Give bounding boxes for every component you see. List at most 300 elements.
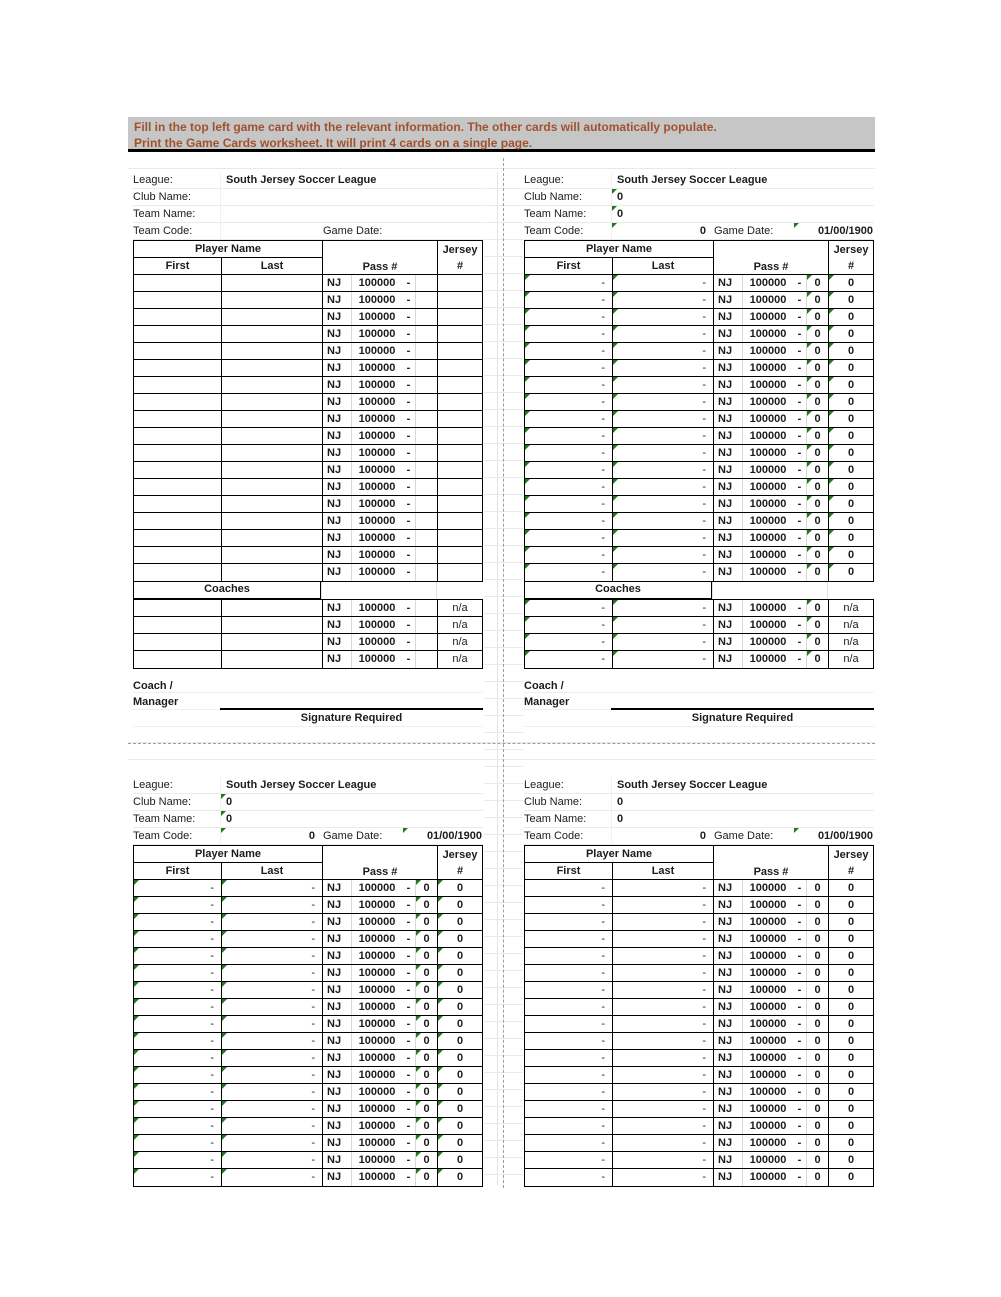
first-name-cell[interactable] [134, 292, 221, 308]
pass-suffix: 0 [415, 948, 437, 964]
pass-number-cell [322, 530, 437, 546]
first-name-cell[interactable] [134, 496, 221, 512]
player-name-header: Player Name [134, 846, 322, 863]
comment-flag-icon [134, 965, 139, 970]
last-name-cell[interactable] [221, 530, 322, 546]
jersey-number-cell[interactable] [437, 547, 482, 563]
comment-flag-icon [222, 1118, 227, 1123]
last-name-cell: - [221, 931, 322, 947]
first-name-cell: - [525, 411, 612, 427]
comment-flag-icon [438, 931, 443, 936]
last-name-cell: - [221, 1101, 322, 1117]
pass-suffix[interactable] [415, 617, 437, 633]
comment-flag-icon [416, 1016, 421, 1021]
first-name-cell[interactable] [134, 530, 221, 546]
jersey-number-cell[interactable] [437, 360, 482, 376]
comment-flag-icon [134, 1101, 139, 1106]
club-name-label: Club Name: [133, 796, 192, 808]
first-name-cell[interactable] [134, 394, 221, 410]
jersey-number-cell: 0 [437, 1033, 482, 1049]
pass-suffix: 0 [806, 360, 828, 376]
grid-filler-top [128, 152, 875, 172]
pass-digits[interactable]: 100000 [351, 617, 402, 633]
comment-flag-icon [403, 828, 408, 833]
pass-suffix[interactable] [415, 309, 437, 325]
first-name-cell: - [601, 1069, 605, 1081]
pass-number-cell [713, 1050, 828, 1066]
pass-suffix: 0 [806, 897, 828, 913]
pass-prefix: NJ [327, 328, 342, 340]
comment-flag-icon [807, 513, 812, 518]
jersey-number-cell: 0 [828, 1118, 873, 1134]
team-code-value: 0 [611, 828, 712, 844]
pass-digits: 100000 [742, 309, 793, 325]
jersey-number-cell[interactable]: n/a [437, 651, 482, 668]
comment-flag-icon [438, 1118, 443, 1123]
jersey-number-cell[interactable] [437, 479, 482, 495]
player-row [134, 948, 482, 965]
first-name-cell: - [525, 513, 612, 529]
comment-flag-icon [134, 914, 139, 919]
team-name-row [524, 811, 874, 828]
pass-number-cell [713, 617, 828, 633]
last-name-cell[interactable] [221, 651, 322, 668]
last-name-cell: - [612, 600, 713, 616]
last-column-header: Last [612, 258, 713, 274]
pass-prefix: NJ [327, 566, 342, 578]
comment-flag-icon [438, 1016, 443, 1021]
pass-number-cell [713, 445, 828, 461]
jersey-number-cell[interactable] [437, 411, 482, 427]
pass-suffix: 0 [806, 530, 828, 546]
pass-prefix: NJ [718, 1069, 733, 1081]
pass-suffix: 0 [806, 377, 828, 393]
first-name-cell[interactable] [134, 411, 221, 427]
pass-suffix: 0 [806, 513, 828, 529]
pass-digits: 100000 [742, 897, 793, 913]
last-name-cell: - [221, 1152, 322, 1168]
pass-number-cell [322, 880, 437, 896]
first-name-cell[interactable] [134, 564, 221, 581]
comment-flag-icon [416, 948, 421, 953]
pass-prefix: NJ [718, 1086, 733, 1098]
roster-table [524, 845, 874, 1187]
pass-digits[interactable]: 100000 [351, 394, 402, 410]
pass-suffix[interactable] [415, 292, 437, 308]
first-name-cell[interactable] [134, 343, 221, 359]
pass-suffix[interactable] [415, 496, 437, 512]
comment-flag-icon [829, 377, 834, 382]
pass-suffix[interactable] [415, 651, 437, 668]
team-code-label: Team Code: [524, 830, 584, 842]
last-name-cell: - [221, 1050, 322, 1066]
league-value[interactable]: South Jersey Soccer League [220, 172, 483, 188]
pass-suffix[interactable] [415, 326, 437, 342]
first-name-cell: - [601, 882, 605, 894]
jersey-number-cell[interactable] [437, 530, 482, 546]
pass-suffix[interactable] [415, 445, 437, 461]
pass-separator: - [797, 967, 802, 979]
pass-suffix[interactable] [415, 513, 437, 529]
jersey-number-cell: 0 [828, 428, 873, 444]
player-row [134, 982, 482, 999]
pass-suffix[interactable] [415, 462, 437, 478]
first-name-cell[interactable] [134, 360, 221, 376]
player-row [134, 292, 482, 309]
last-name-cell[interactable] [221, 343, 322, 359]
first-name-cell[interactable] [134, 326, 221, 342]
pass-digits[interactable]: 100000 [351, 343, 402, 359]
comment-flag-icon [134, 897, 139, 902]
pass-suffix[interactable] [415, 547, 437, 563]
pass-number-cell [322, 462, 437, 478]
jersey-number-cell: 0 [437, 1067, 482, 1083]
jersey-number-cell[interactable] [437, 564, 482, 581]
pass-prefix: NJ [327, 294, 342, 306]
pass-suffix: 0 [806, 1118, 828, 1134]
last-name-cell[interactable] [221, 547, 322, 563]
pass-digits[interactable]: 100000 [351, 360, 402, 376]
pass-number-cell [713, 411, 828, 427]
pass-separator: - [406, 1069, 411, 1081]
coaches-header-filler [321, 582, 483, 599]
pass-number-cell [713, 292, 828, 308]
first-name-cell[interactable] [134, 445, 221, 461]
pass-suffix[interactable] [415, 530, 437, 546]
jersey-number-cell[interactable] [437, 292, 482, 308]
last-name-cell[interactable] [221, 513, 322, 529]
filler-pass-cell [321, 582, 436, 599]
jersey-number-cell[interactable] [437, 377, 482, 393]
last-name-cell[interactable] [221, 275, 322, 291]
pass-digits[interactable]: 100000 [351, 564, 402, 581]
last-name-cell[interactable] [221, 564, 322, 581]
pass-prefix: NJ [718, 1035, 733, 1047]
pass-suffix: 0 [806, 326, 828, 342]
filler-jersey-cell [436, 582, 483, 599]
pass-suffix[interactable] [415, 634, 437, 650]
pass-number-cell [322, 1050, 437, 1066]
league-value: South Jersey Soccer League [611, 777, 874, 793]
pass-digits: 100000 [742, 1169, 793, 1186]
pass-digits[interactable]: 100000 [351, 411, 402, 427]
pass-prefix: NJ [327, 1086, 342, 1098]
team-code-label: Team Code: [133, 225, 193, 237]
first-name-cell: - [134, 897, 221, 913]
player-row [134, 411, 482, 428]
last-name-cell: - [612, 982, 713, 998]
player-row [525, 1169, 873, 1186]
pass-digits[interactable]: 100000 [351, 479, 402, 495]
pass-suffix[interactable] [415, 479, 437, 495]
jersey-number-cell: 0 [437, 914, 482, 930]
signature-line [611, 676, 874, 710]
player-row [134, 1033, 482, 1050]
pass-prefix: NJ [327, 1137, 342, 1149]
pass-prefix: NJ [327, 311, 342, 323]
comment-flag-icon [438, 880, 443, 885]
jersey-header-word: Jersey [442, 849, 478, 861]
jersey-number-cell: 0 [828, 1067, 873, 1083]
jersey-number-cell[interactable] [437, 343, 482, 359]
comment-flag-icon [829, 292, 834, 297]
last-name-cell[interactable] [221, 428, 322, 444]
pass-digits: 100000 [742, 547, 793, 563]
comment-flag-icon [807, 343, 812, 348]
last-name-cell[interactable] [221, 360, 322, 376]
pass-number-cell [713, 931, 828, 947]
team-name-row [133, 206, 483, 223]
player-row [525, 309, 873, 326]
game-date-value[interactable] [403, 223, 483, 239]
pass-prefix: NJ [718, 1137, 733, 1149]
coaches-header-filler [712, 582, 874, 599]
pass-number-cell [713, 377, 828, 393]
first-name-cell[interactable] [134, 377, 221, 393]
last-name-cell[interactable] [221, 445, 322, 461]
pass-prefix: NJ [327, 933, 342, 945]
pass-separator: - [406, 498, 411, 510]
pass-digits[interactable]: 100000 [351, 651, 402, 668]
pass-prefix: NJ [718, 362, 733, 374]
jersey-number-cell: 0 [828, 411, 873, 427]
pass-suffix[interactable] [415, 343, 437, 359]
comment-flag-icon [222, 897, 227, 902]
first-name-cell[interactable] [134, 617, 221, 633]
first-name-cell: - [525, 309, 612, 325]
jersey-number-cell[interactable] [437, 445, 482, 461]
comment-flag-icon [613, 462, 618, 467]
signature-line[interactable] [220, 676, 483, 710]
pass-digits[interactable]: 100000 [351, 275, 402, 291]
pass-separator: - [797, 619, 802, 631]
comment-flag-icon [807, 496, 812, 501]
player-row [134, 1135, 482, 1152]
pass-number-cell [713, 547, 828, 563]
jersey-header-hash: # [847, 865, 855, 877]
jersey-number-cell[interactable] [437, 394, 482, 410]
pass-prefix: NJ [718, 1103, 733, 1115]
player-row [525, 343, 873, 360]
team-name-value[interactable] [220, 206, 483, 222]
first-name-cell[interactable] [134, 651, 221, 668]
pass-suffix: 0 [806, 1135, 828, 1151]
pass-prefix: NJ [327, 362, 342, 374]
jersey-number-cell[interactable]: n/a [437, 634, 482, 650]
comment-flag-icon [612, 189, 617, 194]
team-code-value: 0 [611, 223, 712, 239]
pass-prefix: NJ [327, 1103, 342, 1115]
first-name-cell[interactable] [134, 513, 221, 529]
first-name-cell[interactable] [134, 428, 221, 444]
jersey-number-cell[interactable] [437, 496, 482, 512]
jersey-number-cell[interactable] [437, 326, 482, 342]
pass-suffix: 0 [806, 1169, 828, 1186]
pass-digits[interactable]: 100000 [351, 462, 402, 478]
pass-separator: - [406, 636, 411, 648]
comment-flag-icon [416, 1135, 421, 1140]
jersey-number-cell[interactable]: n/a [437, 617, 482, 633]
first-name-cell[interactable] [134, 275, 221, 291]
pass-separator: - [406, 430, 411, 442]
last-name-cell: - [221, 914, 322, 930]
pass-digits[interactable]: 100000 [351, 309, 402, 325]
pass-suffix[interactable] [415, 275, 437, 291]
last-name-cell[interactable] [221, 326, 322, 342]
pass-prefix: NJ [327, 345, 342, 357]
comment-flag-icon [416, 1033, 421, 1038]
comment-flag-icon [222, 982, 227, 987]
team-name-value: 0 [611, 206, 874, 222]
jersey-number-cell[interactable]: n/a [437, 600, 482, 616]
pass-suffix: 0 [415, 1050, 437, 1066]
comment-flag-icon [438, 1050, 443, 1055]
pass-digits[interactable]: 100000 [351, 326, 402, 342]
last-name-cell[interactable] [221, 634, 322, 650]
pass-suffix[interactable] [415, 600, 437, 616]
pass-suffix: 0 [806, 309, 828, 325]
jersey-number-cell[interactable] [437, 513, 482, 529]
last-name-cell[interactable] [221, 496, 322, 512]
coaches-header-row [133, 582, 483, 599]
last-name-cell[interactable] [221, 479, 322, 495]
pass-suffix[interactable] [415, 428, 437, 444]
last-name-cell[interactable] [221, 462, 322, 478]
pass-suffix: 0 [415, 931, 437, 947]
last-name-cell[interactable] [221, 309, 322, 325]
pass-prefix: NJ [718, 464, 733, 476]
team-code-value[interactable] [220, 223, 321, 239]
pass-prefix: NJ [327, 413, 342, 425]
first-name-cell: - [134, 1152, 221, 1168]
pass-digits[interactable]: 100000 [351, 292, 402, 308]
last-name-cell: - [221, 1033, 322, 1049]
first-column-header: First [556, 865, 581, 877]
comment-flag-icon [613, 479, 618, 484]
first-name-cell[interactable] [134, 600, 221, 616]
coach-manager-block [524, 676, 874, 728]
last-name-cell: - [612, 496, 713, 512]
pass-digits[interactable]: 100000 [351, 496, 402, 512]
last-name-cell: - [612, 394, 713, 410]
jersey-number-cell[interactable] [437, 428, 482, 444]
club-name-value[interactable] [220, 189, 483, 205]
pass-separator: - [406, 311, 411, 323]
player-row [525, 547, 873, 564]
first-name-cell: - [134, 914, 221, 930]
league-label: League: [133, 174, 173, 186]
jersey-number-cell[interactable] [437, 275, 482, 291]
pass-digits[interactable]: 100000 [351, 600, 402, 616]
comment-flag-icon [134, 931, 139, 936]
last-name-cell: - [612, 343, 713, 359]
last-name-cell[interactable] [221, 411, 322, 427]
first-name-cell: - [525, 564, 612, 581]
last-name-cell[interactable] [221, 394, 322, 410]
last-name-cell[interactable] [221, 292, 322, 308]
player-row [134, 1050, 482, 1067]
player-row [134, 445, 482, 462]
player-row [134, 1101, 482, 1118]
pass-prefix: NJ [718, 481, 733, 493]
jersey-number-cell[interactable] [437, 462, 482, 478]
roster-table [524, 240, 874, 582]
pass-separator: - [406, 602, 411, 614]
last-name-cell[interactable] [221, 600, 322, 616]
comment-flag-icon [438, 982, 443, 987]
jersey-number-cell: 0 [437, 1152, 482, 1168]
last-name-cell: - [612, 1050, 713, 1066]
pass-number-cell [713, 530, 828, 546]
pass-prefix: NJ [718, 328, 733, 340]
pass-suffix[interactable] [415, 411, 437, 427]
pass-digits: 100000 [742, 292, 793, 308]
pass-suffix[interactable] [415, 377, 437, 393]
jersey-number-cell[interactable] [437, 309, 482, 325]
coaches-header-row [524, 582, 874, 599]
first-name-cell[interactable] [134, 634, 221, 650]
pass-digits[interactable]: 100000 [351, 445, 402, 461]
pass-digits[interactable]: 100000 [351, 377, 402, 393]
pass-separator: - [797, 653, 802, 665]
player-row [525, 982, 873, 999]
pass-column-header: Pass # [713, 241, 828, 274]
pass-prefix: NJ [718, 379, 733, 391]
pass-digits: 100000 [742, 914, 793, 930]
jersey-number-cell: 0 [437, 1050, 482, 1066]
pass-digits: 100000 [742, 600, 793, 616]
pass-digits[interactable]: 100000 [351, 428, 402, 444]
pass-number-cell [322, 309, 437, 325]
first-name-cell: - [134, 999, 221, 1015]
coach-row [134, 651, 482, 668]
pass-digits: 100000 [351, 1050, 402, 1066]
last-name-cell: - [221, 1118, 322, 1134]
pass-prefix: NJ [718, 498, 733, 510]
first-name-cell[interactable] [134, 309, 221, 325]
pass-number-cell [713, 275, 828, 291]
first-name-cell[interactable] [134, 547, 221, 563]
pass-suffix[interactable] [415, 360, 437, 376]
pass-digits[interactable]: 100000 [351, 547, 402, 563]
pass-digits[interactable]: 100000 [351, 530, 402, 546]
comment-flag-icon [525, 428, 530, 433]
player-row [134, 496, 482, 513]
pass-prefix: NJ [718, 430, 733, 442]
first-name-cell: - [601, 1137, 605, 1149]
pass-digits[interactable]: 100000 [351, 513, 402, 529]
first-name-cell[interactable] [134, 462, 221, 478]
comment-flag-icon [613, 564, 618, 569]
last-name-cell[interactable] [221, 617, 322, 633]
pass-suffix[interactable] [415, 394, 437, 410]
pass-digits: 100000 [742, 275, 793, 291]
pass-digits[interactable]: 100000 [351, 634, 402, 650]
pass-suffix: 0 [806, 394, 828, 410]
last-name-cell[interactable] [221, 377, 322, 393]
roster-header [134, 241, 482, 275]
pass-suffix[interactable] [415, 564, 437, 581]
jersey-number-cell: 0 [437, 1169, 482, 1186]
pass-number-cell [713, 496, 828, 512]
pass-digits: 100000 [351, 1067, 402, 1083]
first-name-cell[interactable] [134, 479, 221, 495]
pass-digits: 100000 [351, 914, 402, 930]
pass-number-cell [322, 1135, 437, 1151]
last-name-cell: - [612, 948, 713, 964]
first-name-cell: - [525, 343, 612, 359]
pass-separator: - [797, 413, 802, 425]
